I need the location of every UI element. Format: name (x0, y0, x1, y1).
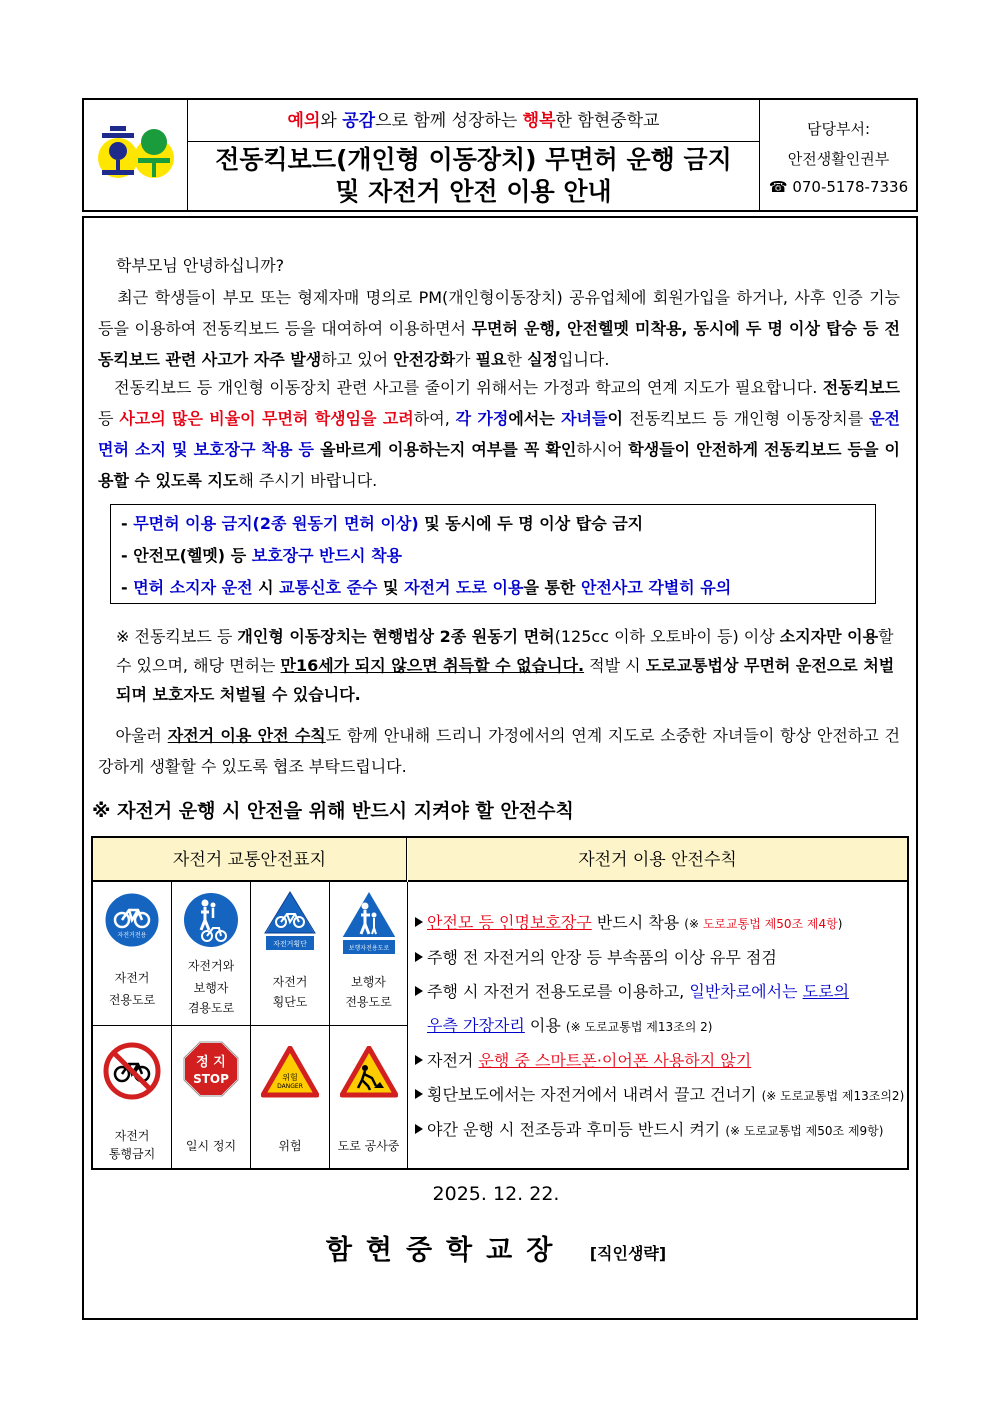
sign-label: 통행금지 (108, 1147, 156, 1161)
dept-name: 안전생활인권부 (787, 150, 890, 168)
section-title: ※ 자전거 운행 시 안전을 위해 반드시 지켜야 할 안전수칙 (92, 800, 574, 822)
sign-text: 자전거횡단 (273, 940, 307, 948)
sign-label: 보행자 (193, 981, 229, 995)
document-header (82, 98, 918, 212)
road-work-sign-icon (340, 1046, 398, 1098)
school-motto: 예의와 공감으로 함께 성장하는 행복한 함현중학교 (188, 100, 759, 142)
rule-item: 야간 운행 시 전조등과 후미등 반드시 켜기 (※ 도로교통법 제50조 제9항) (415, 1113, 907, 1148)
triangle-bullet-icon (415, 917, 423, 927)
logo-cell (84, 100, 188, 210)
sign-cell-stop (172, 1026, 251, 1169)
rule-item: 안전모 등 인명보호장구 반드시 착용 (※ 도로교통법 제50조 제4항) (415, 906, 907, 941)
column-divider (407, 882, 408, 1168)
rules-list (415, 906, 907, 1148)
rule-item: 횡단보도에서는 자전거에서 내려서 끌고 건너기 (※ 도로교통법 제13조의2) (415, 1078, 907, 1113)
sign-label: 일시 정지 (185, 1139, 237, 1153)
sign-label: 자전거 (114, 971, 150, 985)
sign-cell-no-bicycles (93, 1026, 172, 1169)
sign-text: 정 지 (196, 1055, 226, 1070)
paragraph-1: 최근 학생들이 부모 또는 형제자매 명의로 PM(개인형이동장치) 공유업체에 회원가입을 하거나, 사후 인증 기능 등을 이용하여 전동킥보드 등을 대여하여 이용하면서 무면허 운행, 안전헬멧 미착용, 동시에 두 명 이상 탑승 등 전동킥보드 관련 사고가 자주 발생하고 있어 안전강화가 필요한 실정입니다. (98, 288, 900, 369)
legal-note: ※ 전동킥보드 등 개인형 이동장치는 현행법상 2종 원동기 면허(125cc 이하 오토바이 등) 이상 소지자만 이용할 수 있으며, 해당 면허는 만16세가 되지 않으면 취득할 수 없습니다. 적발 시 도로교통법상 무면허 운전으로 처벌되며 보호자도 처벌될 수 있습니다. (116, 627, 895, 704)
sign-label: 보행자 (351, 975, 386, 989)
paragraph-3: 아울러 자전거 이용 안전 수칙도 함께 안내해 드리니 가정에서의 연계 지도로 소중한 자녀들이 항상 안전하고 건강하게 생활할 수 있도록 협조 부탁드립니다. (98, 726, 900, 776)
phone-icon: ☎ (768, 178, 788, 196)
title-line-1: 전동킥보드(개인형 이동장치) 무면허 운행 금지 (215, 145, 732, 174)
triangle-bullet-icon (415, 1089, 423, 1099)
table-header-signs: 자전거 교통안전표지 (93, 838, 407, 882)
bicycle-pedestrian-road-sign-icon (183, 892, 239, 948)
sign-label: 위험 (278, 1139, 302, 1153)
sign-cell-danger (251, 1026, 330, 1169)
triangle-bullet-icon (415, 986, 423, 996)
sign-label: 자전거 (114, 1129, 150, 1143)
sign-cell-bicycle-crossing (251, 882, 330, 1025)
school-logo (96, 118, 176, 188)
rule-item: 주행 시 자전거 전용도로를 이용하고, 일반차로에서는 도로의 (415, 975, 907, 1009)
document-date: 2025. 12. 22. (432, 1183, 560, 1205)
table-header-rules: 자전거 이용 안전수칙 (408, 838, 907, 882)
sign-label: 자전거와 (187, 959, 235, 973)
rule-item-continued: 우측 가장자리 이용 (※ 도로교통법 제13조의 2) (427, 1016, 713, 1035)
sign-text: STOP (193, 1072, 229, 1086)
sign-label: 전용도로 (345, 995, 392, 1009)
sign-label: 겸용도로 (187, 1001, 235, 1015)
key-point-1: - 무면허 이용 금지(2종 원동기 면허 이상) 및 동시에 두 명 이상 탑승 금지 (121, 514, 644, 533)
sign-cell-road-work (330, 1026, 407, 1169)
sign-text: 위험 (282, 1073, 298, 1082)
phone-number: 070-5178-7336 (792, 178, 909, 196)
sign-cell-pedestrian-road (330, 882, 407, 1025)
paragraph-2: 전동킥보드 등 개인형 이동장치 관련 사고를 줄이기 위해서는 가정과 학교의 연계 지도가 필요합니다. 전동킥보드 등 사고의 많은 비율이 무면허 학생임을 고려하여, 각 가정에서는 자녀들이 전동킥보드 등 개인형 이동장치를 운전면허 소지 및 보호장구 착용 등 올바르게 이용하는지 여부를 꼭 확인하시어 학생들이 안전하게 전동킥보드 등을 이용할 수 있도록 지도해 주시기 바랍니다. (98, 378, 901, 490)
sign-text: DANGER (277, 1083, 303, 1090)
safety-table (91, 836, 909, 1170)
pedestrian-only-road-sign-icon (339, 888, 399, 956)
sign-label: 자전거 (272, 975, 308, 989)
department-cell (761, 100, 916, 210)
sign-text: 보행자전용도로 (348, 945, 389, 952)
triangle-bullet-icon (415, 1055, 423, 1065)
title-cell (188, 100, 760, 210)
signer (0, 1228, 992, 1267)
sign-label: 횡단도 (272, 995, 308, 1009)
seal-note: [직인생략] (589, 1244, 667, 1263)
phone-line (761, 178, 916, 196)
document-title (188, 144, 759, 208)
sign-cell-bicycle-road (93, 882, 172, 1025)
greeting: 학부모님 안녕하십니까? (116, 256, 285, 275)
dept-label: 담당부서: (806, 120, 870, 138)
stop-sign-icon (182, 1040, 240, 1098)
rule-item: 자전거 운행 중 스마트폰·이어폰 사용하지 않기 (415, 1044, 907, 1078)
sign-text: 자전거전용 (117, 932, 147, 939)
key-point-2: - 안전모(헬멧) 등 보호장구 반드시 착용 (121, 546, 402, 565)
sign-label: 도로 공사중 (337, 1139, 400, 1153)
danger-sign-icon (261, 1046, 319, 1098)
key-point-3: - 면허 소지자 운전 시 교통신호 준수 및 자전거 도로 이용을 통한 안전사고 각별히 유의 (121, 578, 732, 597)
bicycle-only-road-sign-icon (104, 892, 160, 948)
rule-item: 주행 전 자전거의 안장 등 부속품의 이상 유무 점검 (415, 941, 907, 975)
sign-label: 전용도로 (108, 993, 156, 1007)
bicycle-crossing-sign-icon (262, 888, 318, 952)
triangle-bullet-icon (415, 1124, 423, 1134)
sign-cell-shared-road (172, 882, 251, 1025)
signer-name: 함현중학교장 (325, 1235, 567, 1266)
triangle-bullet-icon (415, 952, 423, 962)
title-line-2: 및 자전거 안전 이용 안내 (335, 177, 612, 206)
key-points-box (110, 504, 876, 604)
no-bicycles-sign-icon (103, 1042, 161, 1100)
